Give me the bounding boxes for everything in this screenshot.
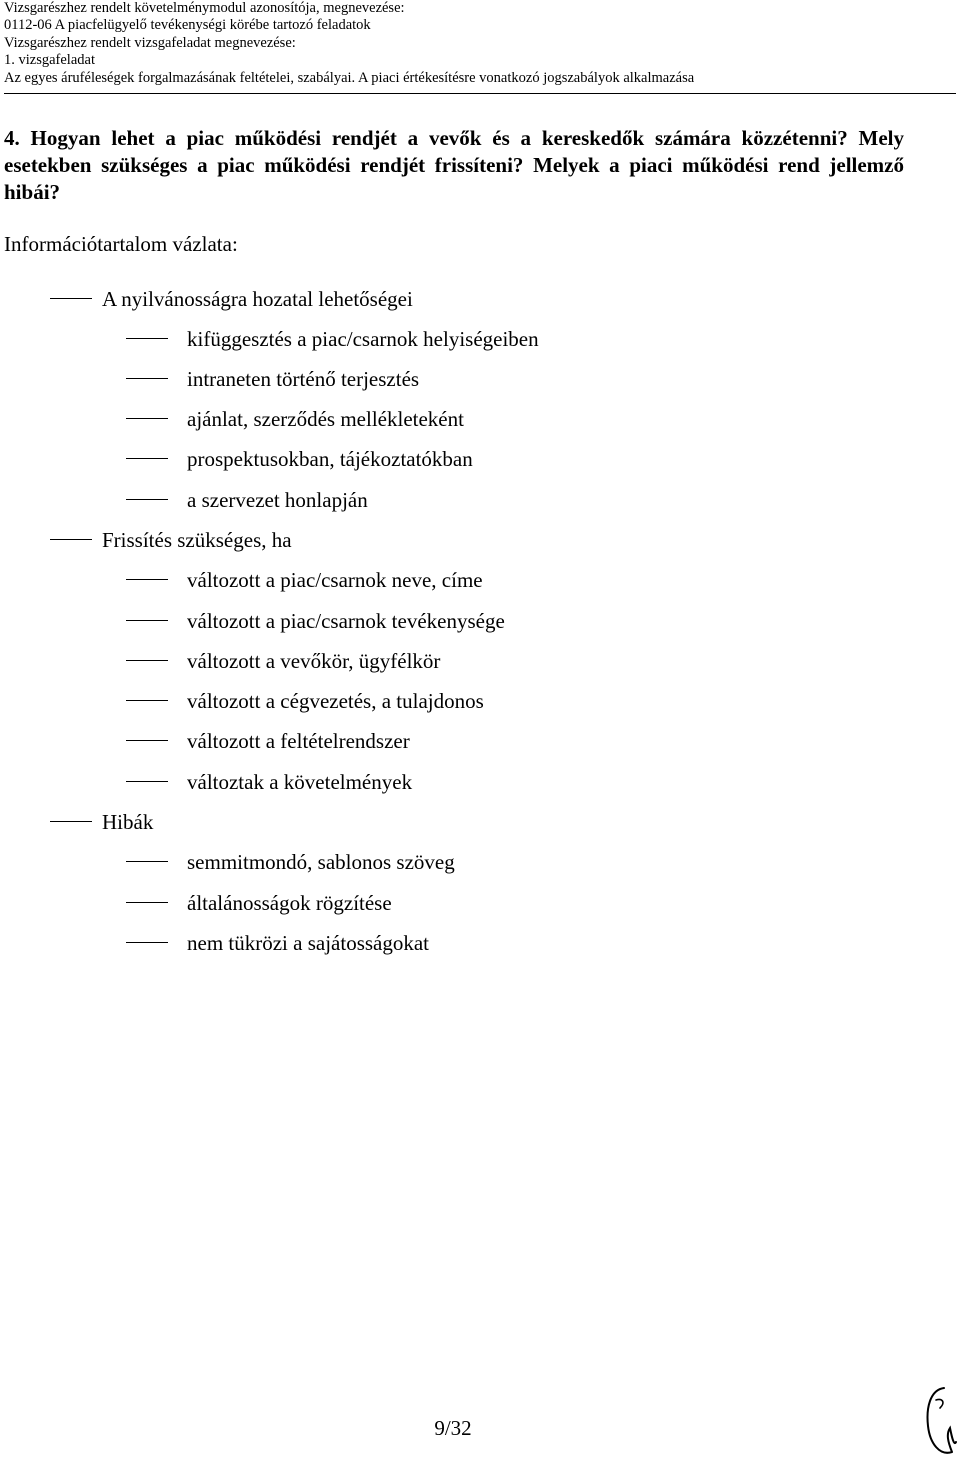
signature-mark <box>918 1382 958 1462</box>
outline-item-label: nem tükrözi a sajátosságokat <box>187 931 430 955</box>
page-number: 9/32 <box>434 1416 472 1440</box>
outline-item-label: intraneten történő terjesztés <box>187 367 420 391</box>
outline-item-label: a szervezet honlapján <box>187 488 368 512</box>
dash-bullet <box>126 781 168 782</box>
outline-item-label: semmitmondó, sablonos szöveg <box>187 850 455 874</box>
outline-item-label: kifüggesztés a piac/csarnok helyiségeiben <box>187 327 539 351</box>
dash-bullet <box>126 458 168 459</box>
header-divider <box>4 93 956 94</box>
outline-item-label: prospektusokban, tájékoztatókban <box>187 447 473 471</box>
dash-bullet <box>126 902 168 903</box>
outline-section-label: Frissítés szükséges, ha <box>102 528 292 552</box>
dash-bullet <box>126 700 168 701</box>
dash-bullet <box>126 378 168 379</box>
question-heading: 4. Hogyan lehet a piac működési rendjét a vevők és a kereskedők számára közzétenni? Mely esetekben szükséges a piac működési rendjét frissíteni? Melyek a piaci működési rend jellemző hibái? <box>4 126 904 204</box>
dash-bullet <box>126 660 168 661</box>
dash-bullet <box>126 499 168 500</box>
header-module-name: 0112-06 A piacfelügyelő tevékenységi körébe tartozó feladatok <box>4 17 371 34</box>
outline-item-label: általánosságok rögzítése <box>187 891 392 915</box>
dash-bullet <box>50 821 92 822</box>
header-module-label: Vizsgarészhez rendelt követelménymodul azonosítója, megnevezése: <box>4 0 405 16</box>
outline-item-label: változott a piac/csarnok tevékenysége <box>187 609 505 633</box>
outline-item-label: változtak a követelmények <box>187 770 413 794</box>
outline-title: Információtartalom vázlata: <box>4 232 238 256</box>
dash-bullet <box>126 338 168 339</box>
outline-section-label: Hibák <box>102 810 154 834</box>
outline-item-label: változott a vevőkör, ügyfélkör <box>187 649 441 673</box>
dash-bullet <box>50 298 92 299</box>
dash-bullet <box>126 861 168 862</box>
header-task-number: 1. vizsgafeladat <box>4 52 95 69</box>
dash-bullet <box>126 942 168 943</box>
outline-item-label: ajánlat, szerződés mellékleteként <box>187 407 464 431</box>
dash-bullet <box>50 539 92 540</box>
header-task-label: Vizsgarészhez rendelt vizsgafeladat megnevezése: <box>4 34 296 51</box>
dash-bullet <box>126 579 168 580</box>
outline-item-label: változott a piac/csarnok neve, címe <box>187 568 483 592</box>
dash-bullet <box>126 620 168 621</box>
outline-section-label: A nyilvánosságra hozatal lehetőségei <box>102 287 413 311</box>
dash-bullet <box>126 740 168 741</box>
outline-item-label: változott a cégvezetés, a tulajdonos <box>187 689 484 713</box>
header-task-name: Az egyes áruféleségek forgalmazásának feltételei, szabályai. A piaci értékesítésre vonatkozó jogszabályok alkalmazása <box>4 69 695 86</box>
outline-item-label: változott a feltételrendszer <box>187 729 410 753</box>
page-header <box>4 0 954 87</box>
dash-bullet <box>126 418 168 419</box>
